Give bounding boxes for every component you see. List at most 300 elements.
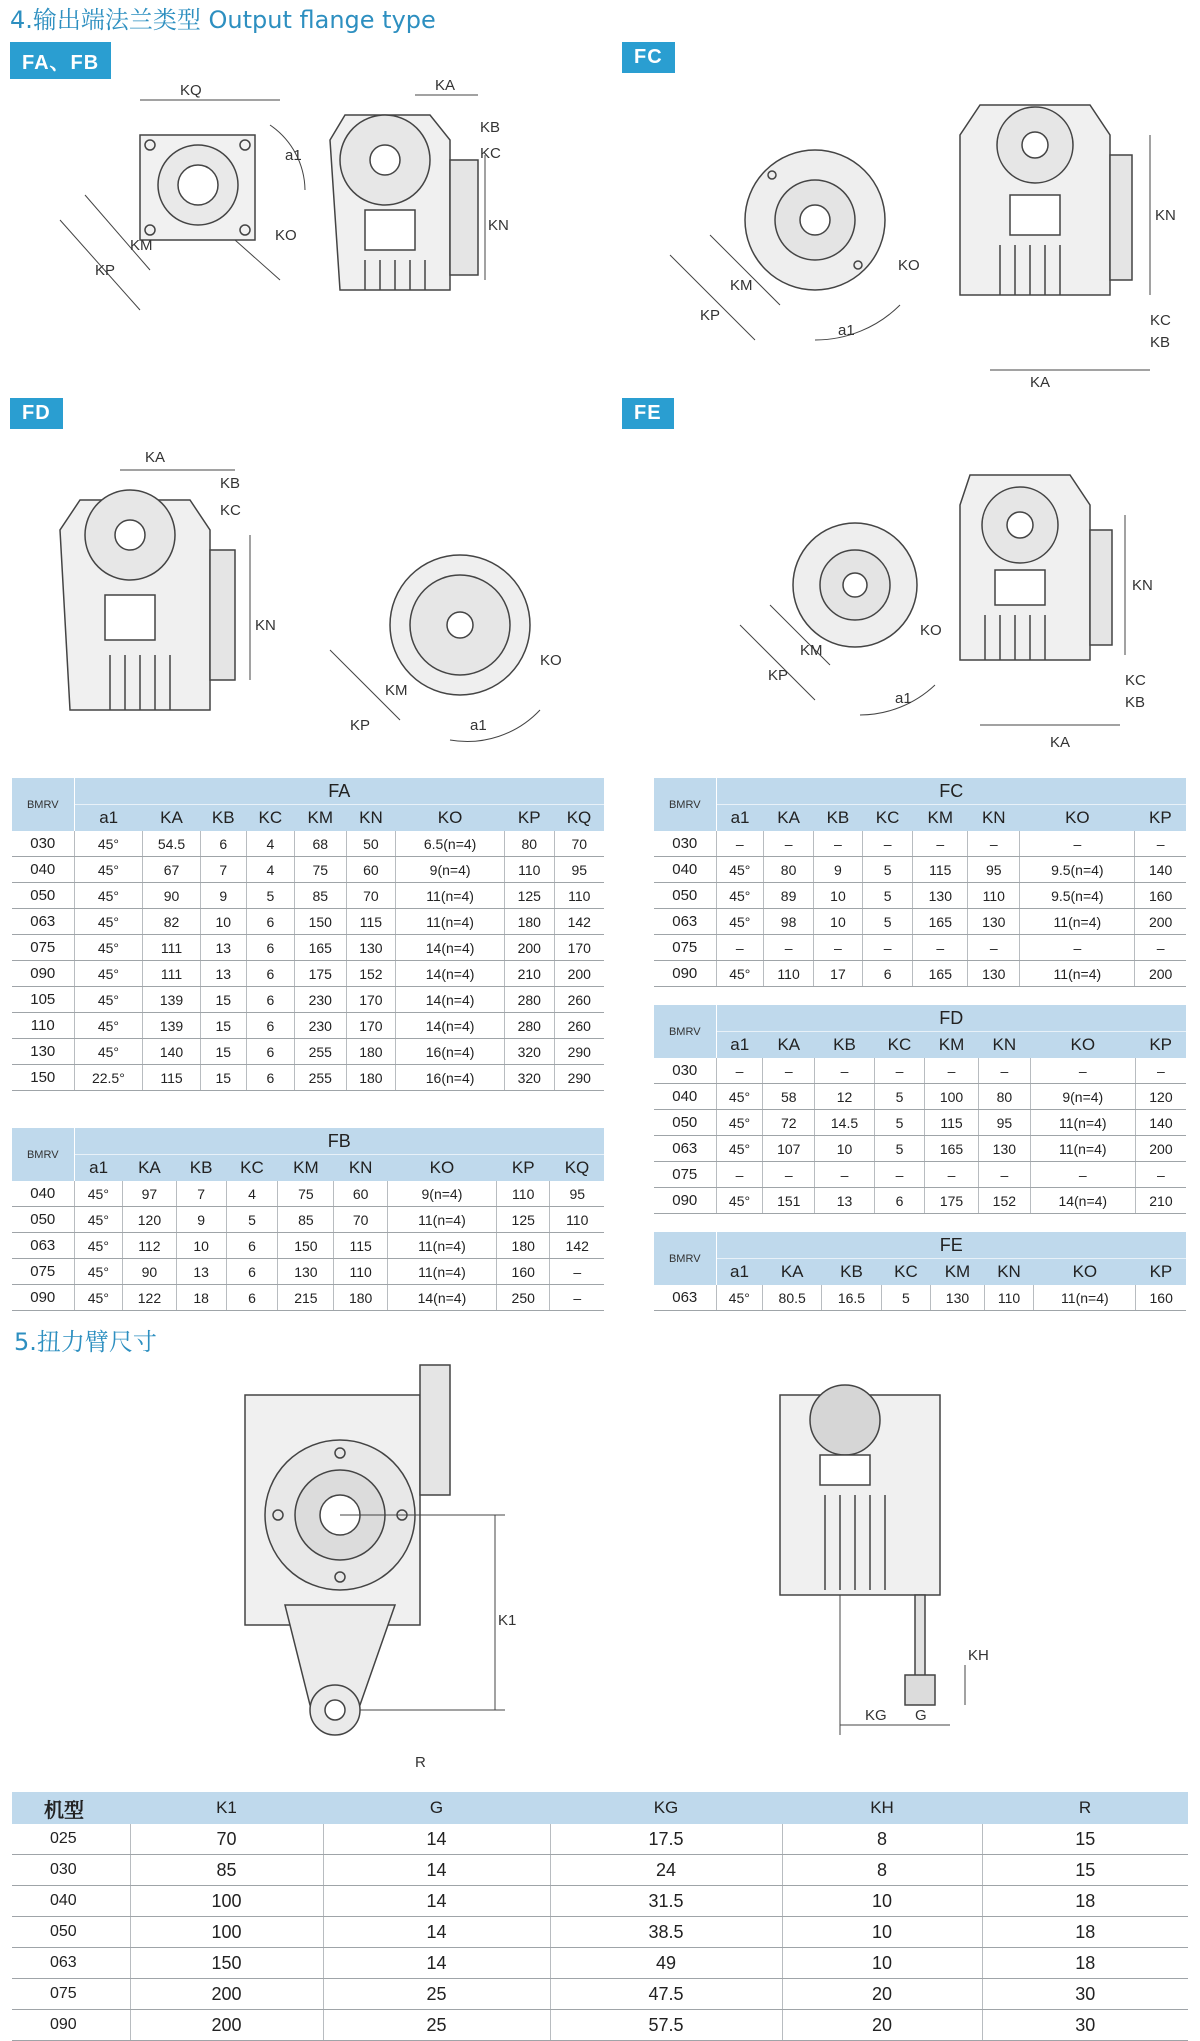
value-cell: 6: [246, 961, 294, 987]
value-cell: 111: [143, 961, 200, 987]
value-cell: 230: [294, 1013, 346, 1039]
value-cell: 18: [982, 1886, 1188, 1917]
label-ko-fc: KO: [898, 257, 920, 274]
value-cell: 122: [123, 1285, 177, 1311]
value-cell: –: [979, 1162, 1031, 1188]
col-header: KP: [505, 805, 555, 832]
table-fa: [12, 778, 604, 1091]
bmrv-header: BMRV: [12, 1128, 74, 1181]
label-a1-fd: a1: [470, 717, 487, 734]
model-cell: 090: [12, 961, 74, 987]
model-cell: 050: [654, 883, 716, 909]
value-cell: 10: [782, 1948, 982, 1979]
table-row: [12, 987, 604, 1013]
value-cell: 45°: [74, 909, 143, 935]
col-header: KA: [143, 805, 200, 832]
value-cell: 5: [226, 1207, 278, 1233]
value-cell: 110: [984, 1285, 1034, 1311]
value-cell: 9: [176, 1207, 226, 1233]
model-cell: 050: [12, 1207, 74, 1233]
value-cell: 130: [346, 935, 396, 961]
value-cell: 30: [982, 1979, 1188, 2010]
table-row: [12, 1886, 1188, 1917]
value-cell: 5: [862, 909, 913, 935]
col-header: KA: [763, 1032, 815, 1059]
value-cell: 60: [346, 857, 396, 883]
value-cell: 70: [554, 831, 604, 857]
label-kc: KC: [480, 145, 501, 162]
value-cell: 24: [550, 1855, 782, 1886]
value-cell: 89: [764, 883, 814, 909]
value-cell: 6: [246, 1013, 294, 1039]
value-cell: 14(n=4): [387, 1285, 496, 1311]
table-body: [654, 831, 1186, 987]
col-header: KH: [782, 1792, 982, 1824]
value-cell: 10: [782, 1917, 982, 1948]
value-cell: 20: [782, 1979, 982, 2010]
value-cell: –: [716, 831, 764, 857]
value-cell: 6: [226, 1233, 278, 1259]
model-cell: 063: [12, 1948, 130, 1979]
label-ka-fd: KA: [145, 449, 166, 466]
col-header: KC: [874, 1032, 924, 1059]
value-cell: –: [1020, 831, 1135, 857]
value-cell: 25: [323, 2010, 550, 2041]
value-cell: 38.5: [550, 1917, 782, 1948]
value-cell: 6: [246, 909, 294, 935]
col-header: KQ: [554, 805, 604, 832]
value-cell: 15: [200, 1065, 246, 1091]
value-cell: 45°: [716, 1188, 763, 1214]
value-cell: 54.5: [143, 831, 200, 857]
col-header: KN: [334, 1155, 388, 1182]
value-cell: 110: [764, 961, 814, 987]
value-cell: 139: [143, 987, 200, 1013]
value-cell: –: [913, 831, 968, 857]
col-header: KN: [979, 1032, 1031, 1059]
value-cell: 15: [200, 1039, 246, 1065]
model-cell: 063: [654, 909, 716, 935]
table-fd: [654, 1005, 1186, 1214]
label-ka: KA: [435, 80, 456, 94]
value-cell: 107: [763, 1136, 815, 1162]
value-cell: 152: [979, 1188, 1031, 1214]
value-cell: 10: [782, 1886, 982, 1917]
value-cell: 17.5: [550, 1824, 782, 1855]
value-cell: –: [925, 1162, 979, 1188]
diagram-fd: [40, 440, 580, 760]
value-cell: 100: [130, 1917, 323, 1948]
value-cell: 160: [496, 1259, 550, 1285]
value-cell: 18: [176, 1285, 226, 1311]
value-cell: 72: [763, 1110, 815, 1136]
model-cell: 063: [12, 1233, 74, 1259]
value-cell: 57.5: [550, 2010, 782, 2041]
value-cell: 4: [246, 857, 294, 883]
bmrv-header: BMRV: [654, 1232, 716, 1285]
value-cell: 60: [334, 1181, 388, 1207]
value-cell: 175: [294, 961, 346, 987]
value-cell: –: [763, 1058, 815, 1084]
table-row: [654, 1058, 1186, 1084]
label-g: G: [915, 1707, 927, 1724]
table-row: [654, 857, 1186, 883]
value-cell: 14: [323, 1855, 550, 1886]
model-cell: 040: [654, 1084, 716, 1110]
value-cell: 139: [143, 1013, 200, 1039]
col-header: K1: [130, 1792, 323, 1824]
table-title: FD: [716, 1005, 1186, 1032]
value-cell: 120: [1135, 1084, 1186, 1110]
value-cell: 115: [346, 909, 396, 935]
label-a1-fe: a1: [895, 690, 912, 707]
value-cell: 140: [143, 1039, 200, 1065]
value-cell: 45°: [74, 987, 143, 1013]
value-cell: –: [874, 1162, 924, 1188]
value-cell: 152: [346, 961, 396, 987]
value-cell: 6: [200, 831, 246, 857]
value-cell: 111: [143, 935, 200, 961]
value-cell: 80.5: [763, 1285, 822, 1311]
value-cell: 125: [505, 883, 555, 909]
value-cell: 320: [505, 1065, 555, 1091]
col-header: G: [323, 1792, 550, 1824]
col-header: KA: [763, 1259, 822, 1286]
section-5-title: 5.扭力臂尺寸: [14, 1328, 157, 1356]
col-header: KO: [1020, 805, 1135, 832]
value-cell: 58: [763, 1084, 815, 1110]
value-cell: –: [1135, 831, 1186, 857]
label-kb-fe: KB: [1125, 694, 1146, 711]
value-cell: 200: [1135, 961, 1186, 987]
value-cell: 5: [874, 1110, 924, 1136]
value-cell: 4: [226, 1181, 278, 1207]
value-cell: –: [814, 831, 863, 857]
label-kn: KN: [488, 217, 509, 234]
value-cell: 11(n=4): [1020, 909, 1135, 935]
value-cell: –: [716, 1058, 763, 1084]
value-cell: 200: [1135, 909, 1186, 935]
table-fe: [654, 1232, 1186, 1311]
table-row: [12, 909, 604, 935]
col-header: KC: [881, 1259, 931, 1286]
value-cell: 14: [323, 1886, 550, 1917]
value-cell: –: [550, 1285, 604, 1311]
value-cell: 320: [505, 1039, 555, 1065]
value-cell: 180: [334, 1285, 388, 1311]
value-cell: 5: [862, 883, 913, 909]
value-cell: 11(n=4): [387, 1233, 496, 1259]
value-cell: 112: [123, 1233, 177, 1259]
value-cell: 11(n=4): [1034, 1285, 1136, 1311]
model-cell: 150: [12, 1065, 74, 1091]
model-cell: 075: [12, 1259, 74, 1285]
value-cell: 110: [550, 1207, 604, 1233]
table-row: [12, 1917, 1188, 1948]
value-cell: 14(n=4): [396, 1013, 505, 1039]
table-row: [654, 909, 1186, 935]
value-cell: 70: [130, 1824, 323, 1855]
col-header: KM: [294, 805, 346, 832]
table-row: [12, 1181, 604, 1207]
col-header: KM: [278, 1155, 334, 1182]
value-cell: 13: [815, 1188, 875, 1214]
value-cell: 180: [505, 909, 555, 935]
value-cell: 210: [505, 961, 555, 987]
model-cell: 050: [12, 1917, 130, 1948]
label-k1: K1: [498, 1612, 517, 1629]
value-cell: 45°: [74, 1285, 123, 1311]
table-row: [654, 1188, 1186, 1214]
model-cell: 075: [654, 935, 716, 961]
table-row: [654, 1162, 1186, 1188]
value-cell: 9.5(n=4): [1020, 883, 1135, 909]
value-cell: –: [979, 1058, 1031, 1084]
value-cell: 200: [554, 961, 604, 987]
table-row: [12, 1013, 604, 1039]
value-cell: 165: [925, 1136, 979, 1162]
value-cell: 9: [814, 857, 863, 883]
value-cell: 165: [913, 961, 968, 987]
table-row: [12, 1285, 604, 1311]
label-km-fd: KM: [385, 682, 408, 699]
value-cell: 140: [1135, 1110, 1186, 1136]
table-row: [12, 1065, 604, 1091]
col-header: KB: [815, 1032, 875, 1059]
value-cell: 165: [294, 935, 346, 961]
value-cell: 31.5: [550, 1886, 782, 1917]
value-cell: 45°: [74, 1039, 143, 1065]
value-cell: 10: [814, 909, 863, 935]
value-cell: 230: [294, 987, 346, 1013]
col-header: KA: [123, 1155, 177, 1182]
col-header: KO: [1034, 1259, 1136, 1286]
label-kp-fd: KP: [350, 717, 371, 734]
value-cell: 45°: [74, 1233, 123, 1259]
model-cell: 105: [12, 987, 74, 1013]
label-km-fc: KM: [730, 277, 753, 294]
table-row: [12, 1855, 1188, 1886]
label-kb-fc: KB: [1150, 334, 1171, 351]
label-a1: a1: [285, 147, 302, 164]
model-cell: 030: [12, 831, 74, 857]
table-row: [12, 1979, 1188, 2010]
value-cell: 45°: [74, 883, 143, 909]
value-cell: 9: [200, 883, 246, 909]
label-kg: KG: [865, 1707, 887, 1724]
value-cell: 16(n=4): [396, 1039, 505, 1065]
value-cell: –: [913, 935, 968, 961]
value-cell: 45°: [74, 935, 143, 961]
value-cell: 250: [496, 1285, 550, 1311]
table-body: [12, 1824, 1188, 2041]
value-cell: 125: [496, 1207, 550, 1233]
model-cell: 063: [12, 909, 74, 935]
value-cell: 13: [200, 961, 246, 987]
col-header: a1: [716, 1259, 763, 1286]
value-cell: 45°: [74, 857, 143, 883]
col-header: KB: [200, 805, 246, 832]
value-cell: 70: [334, 1207, 388, 1233]
table-fc: [654, 778, 1186, 987]
badge-fe: FE: [622, 398, 674, 429]
value-cell: 6: [246, 935, 294, 961]
value-cell: 10: [814, 883, 863, 909]
value-cell: 95: [550, 1181, 604, 1207]
value-cell: –: [815, 1162, 875, 1188]
value-cell: 14(n=4): [396, 961, 505, 987]
value-cell: 130: [913, 883, 968, 909]
value-cell: 110: [554, 883, 604, 909]
table-title: FB: [74, 1128, 604, 1155]
value-cell: –: [716, 1162, 763, 1188]
label-km-fe: KM: [800, 642, 823, 659]
table-row: [12, 1259, 604, 1285]
table-row: [654, 1285, 1186, 1311]
value-cell: 110: [334, 1259, 388, 1285]
value-cell: 5: [881, 1285, 931, 1311]
value-cell: 165: [913, 909, 968, 935]
value-cell: 115: [334, 1233, 388, 1259]
value-cell: 11(n=4): [1030, 1136, 1135, 1162]
label-kn-fd: KN: [255, 617, 276, 634]
value-cell: 280: [505, 987, 555, 1013]
value-cell: 25: [323, 1979, 550, 2010]
value-cell: –: [550, 1259, 604, 1285]
value-cell: 150: [294, 909, 346, 935]
value-cell: 67: [143, 857, 200, 883]
value-cell: 130: [278, 1259, 334, 1285]
model-cell: 050: [654, 1110, 716, 1136]
model-cell: 030: [654, 1058, 716, 1084]
col-header: KO: [1030, 1032, 1135, 1059]
label-ko-fd: KO: [540, 652, 562, 669]
model-cell: 040: [12, 857, 74, 883]
value-cell: –: [815, 1058, 875, 1084]
label-kp-fc: KP: [700, 307, 721, 324]
diagram-torque-arm-front: [230, 1355, 530, 1775]
value-cell: –: [764, 935, 814, 961]
diagram-fe: [720, 455, 1180, 760]
value-cell: 15: [982, 1855, 1188, 1886]
label-kc-fc: KC: [1150, 312, 1171, 329]
model-cell: 090: [654, 1188, 716, 1214]
label-ko: KO: [275, 227, 297, 244]
value-cell: –: [862, 935, 913, 961]
value-cell: 45°: [74, 831, 143, 857]
value-cell: 6: [874, 1188, 924, 1214]
value-cell: –: [1135, 935, 1186, 961]
value-cell: 30: [982, 2010, 1188, 2041]
value-cell: 80: [505, 831, 555, 857]
value-cell: –: [968, 831, 1020, 857]
label-kc-fd: KC: [220, 502, 241, 519]
value-cell: 260: [554, 987, 604, 1013]
value-cell: 45°: [716, 1110, 763, 1136]
table-torque-arm: [12, 1792, 1188, 2041]
value-cell: 15: [200, 1013, 246, 1039]
model-cell: 040: [654, 857, 716, 883]
model-cell: 063: [654, 1285, 716, 1311]
value-cell: –: [1030, 1058, 1135, 1084]
value-cell: 140: [1135, 857, 1186, 883]
value-cell: 45°: [74, 1259, 123, 1285]
badge-fc: FC: [622, 42, 675, 73]
value-cell: –: [1030, 1162, 1135, 1188]
value-cell: 142: [554, 909, 604, 935]
value-cell: 14(n=4): [396, 987, 505, 1013]
value-cell: –: [874, 1058, 924, 1084]
value-cell: 110: [496, 1181, 550, 1207]
label-kp-fe: KP: [768, 667, 789, 684]
col-header: a1: [74, 805, 143, 832]
bmrv-header: BMRV: [12, 778, 74, 831]
col-header: KM: [913, 805, 968, 832]
value-cell: 49: [550, 1948, 782, 1979]
value-cell: 8: [782, 1855, 982, 1886]
col-header: KO: [396, 805, 505, 832]
value-cell: 200: [130, 2010, 323, 2041]
table-row: [12, 1207, 604, 1233]
value-cell: 11(n=4): [387, 1207, 496, 1233]
col-header: KP: [496, 1155, 550, 1182]
diagram-fc: [660, 95, 1180, 390]
value-cell: 20: [782, 2010, 982, 2041]
value-cell: 200: [505, 935, 555, 961]
value-cell: 95: [554, 857, 604, 883]
col-header: KB: [176, 1155, 226, 1182]
value-cell: 130: [968, 909, 1020, 935]
label-kb-fd: KB: [220, 475, 241, 492]
col-header: KG: [550, 1792, 782, 1824]
value-cell: 115: [913, 857, 968, 883]
table-title: FA: [74, 778, 604, 805]
col-header: KQ: [550, 1155, 604, 1182]
value-cell: 45°: [716, 909, 764, 935]
col-header: KM: [925, 1032, 979, 1059]
value-cell: 255: [294, 1065, 346, 1091]
col-header: KN: [984, 1259, 1034, 1286]
diagram-torque-arm-side: [770, 1375, 1000, 1755]
value-cell: 142: [550, 1233, 604, 1259]
table-row: [12, 961, 604, 987]
value-cell: 22.5°: [74, 1065, 143, 1091]
value-cell: 7: [176, 1181, 226, 1207]
value-cell: 11(n=4): [1020, 961, 1135, 987]
value-cell: 97: [123, 1181, 177, 1207]
model-cell: 075: [654, 1162, 716, 1188]
label-a1-fc: a1: [838, 322, 855, 339]
value-cell: 9(n=4): [387, 1181, 496, 1207]
value-cell: 98: [764, 909, 814, 935]
value-cell: 170: [554, 935, 604, 961]
value-cell: 8: [782, 1824, 982, 1855]
value-cell: 45°: [716, 857, 764, 883]
value-cell: 80: [764, 857, 814, 883]
table-row: [12, 857, 604, 883]
value-cell: 70: [346, 883, 396, 909]
value-cell: 200: [130, 1979, 323, 2010]
table-row: [654, 1110, 1186, 1136]
col-header: a1: [716, 1032, 763, 1059]
value-cell: 150: [278, 1233, 334, 1259]
table-row: [654, 1136, 1186, 1162]
label-kn-fe: KN: [1132, 577, 1153, 594]
model-cell: 090: [12, 1285, 74, 1311]
label-kq: KQ: [180, 82, 202, 99]
value-cell: 215: [278, 1285, 334, 1311]
value-cell: 45°: [74, 1013, 143, 1039]
